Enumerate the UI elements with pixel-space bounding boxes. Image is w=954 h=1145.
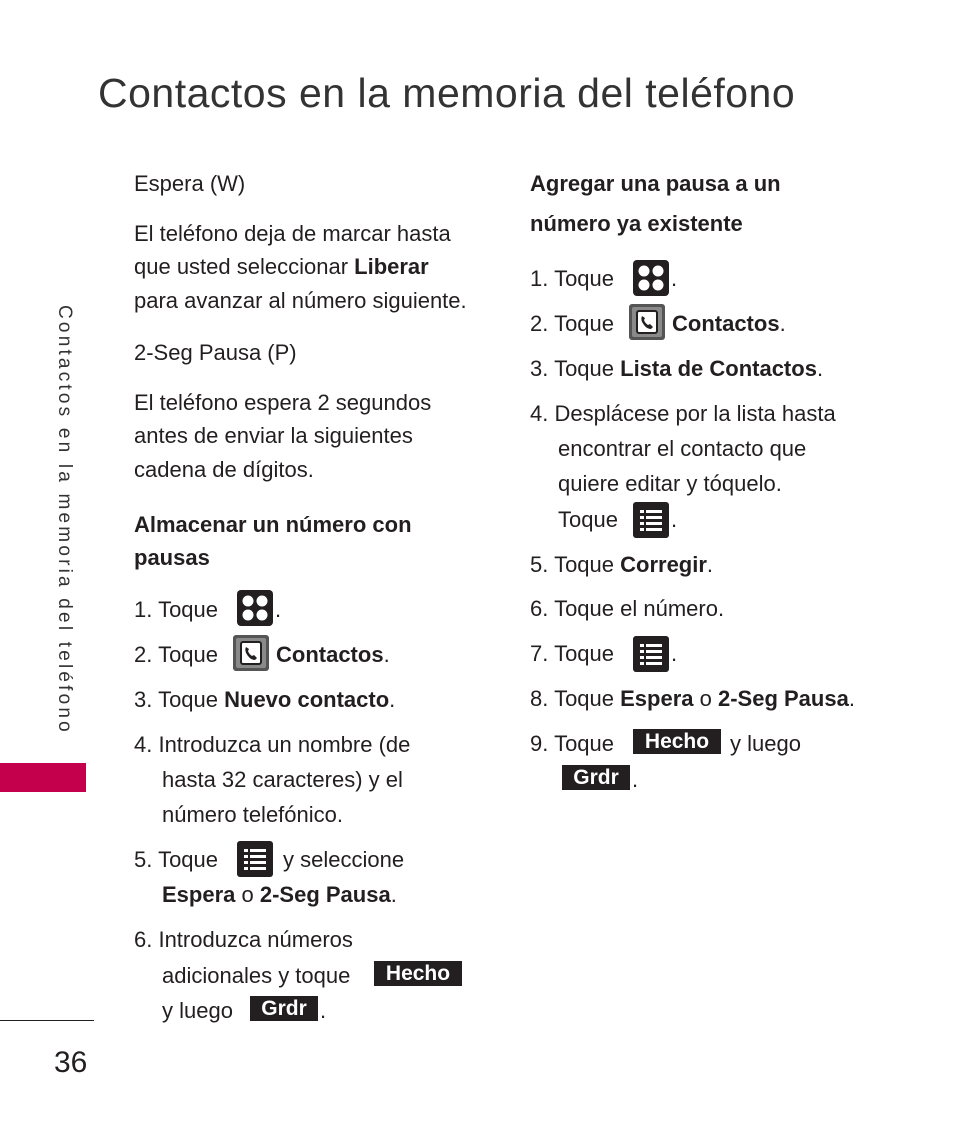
pausa-heading: 2-Seg Pausa (P) [134, 340, 297, 365]
edit-step-7-end: . [671, 641, 678, 666]
store-step-5-options: Espera o 2-Seg Pausa. [162, 882, 397, 907]
edit-step-1: 1. Toque [530, 266, 615, 291]
chapter-tab [0, 763, 86, 792]
store-step-5-after: y seleccione [283, 847, 405, 872]
store-step-6-line-2: adicionales y toque [162, 963, 351, 988]
store-step-3: 3. Toque Nuevo contacto. [134, 687, 396, 712]
hecho-button[interactable]: Hecho [633, 729, 721, 754]
edit-step-4-end: . [671, 507, 678, 532]
store-step-5: 5. Toque [134, 847, 219, 872]
edit-step-1-end: . [671, 266, 678, 291]
edit-step-9-end: . [632, 767, 639, 792]
store-step-4-line-3: número telefónico. [162, 802, 343, 827]
espera-line-1: El teléfono deja de marcar hasta [134, 221, 451, 246]
store-step-4-line-1: 4. Introduzca un nombre (de [134, 732, 411, 757]
store-step-1-end: . [275, 597, 282, 622]
menu-list-icon[interactable] [237, 841, 273, 877]
menu-list-icon[interactable] [633, 502, 669, 538]
edit-step-9: 9. Toque [530, 731, 615, 756]
store-step-1: 1. Toque [134, 597, 219, 622]
apps-grid-icon[interactable] [633, 260, 669, 296]
grdr-button[interactable]: Grdr [562, 765, 630, 790]
edit-step-4-line-4: Toque [558, 507, 618, 532]
page-number: 36 [54, 1046, 88, 1079]
store-step-6-line-1: 6. Introduzca números [134, 927, 353, 952]
edit-step-4-line-2: encontrar el contacto que [558, 436, 807, 461]
apps-grid-icon[interactable] [237, 590, 273, 626]
pausa-line-2: antes de enviar la siguientes [134, 423, 413, 448]
store-heading-1: Almacenar un número con [134, 512, 412, 537]
edit-step-8: 8. Toque Espera o 2-Seg Pausa. [530, 686, 855, 711]
store-step-4-line-2: hasta 32 caracteres) y el [162, 767, 403, 792]
contacts-icon[interactable] [233, 635, 269, 671]
menu-list-icon[interactable] [633, 636, 669, 672]
pausa-line-3: cadena de dígitos. [134, 457, 314, 482]
edit-heading-2: número ya existente [530, 211, 743, 236]
edit-step-3: 3. Toque Lista de Contactos. [530, 356, 824, 381]
grdr-button[interactable]: Grdr [250, 996, 318, 1021]
store-heading-2: pausas [134, 545, 210, 570]
side-chapter-label: Contactos en la memoria del teléfono [54, 305, 75, 735]
espera-heading: Espera (W) [134, 171, 246, 196]
edit-step-9-after: y luego [730, 731, 801, 756]
footer-rule [0, 1020, 94, 1021]
contacts-icon[interactable] [629, 304, 665, 340]
edit-step-7: 7. Toque [530, 641, 615, 666]
hecho-button[interactable]: Hecho [374, 961, 462, 986]
store-step-6-end: . [320, 998, 327, 1023]
store-step-6-line-3: y luego [162, 998, 233, 1023]
espera-line-3: para avanzar al número siguiente. [134, 288, 467, 313]
page-title: Contactos en la memoria del teléfono [98, 70, 796, 116]
edit-step-5: 5. Toque Corregir. [530, 552, 714, 577]
pausa-line-1: El teléfono espera 2 segundos [134, 390, 432, 415]
edit-step-6: 6. Toque el número. [530, 596, 725, 621]
store-step-2: 2. Toque [134, 642, 219, 667]
store-step-2-label: Contactos. [276, 642, 390, 667]
edit-step-4-line-3: quiere editar y tóquelo. [558, 471, 782, 496]
edit-step-4-line-1: 4. Desplácese por la lista hasta [530, 401, 836, 426]
espera-line-2: que usted seleccionar Liberar [134, 254, 429, 279]
edit-step-2-label: Contactos. [672, 311, 786, 336]
edit-heading-1: Agregar una pausa a un [530, 171, 781, 196]
edit-step-2: 2. Toque [530, 311, 615, 336]
